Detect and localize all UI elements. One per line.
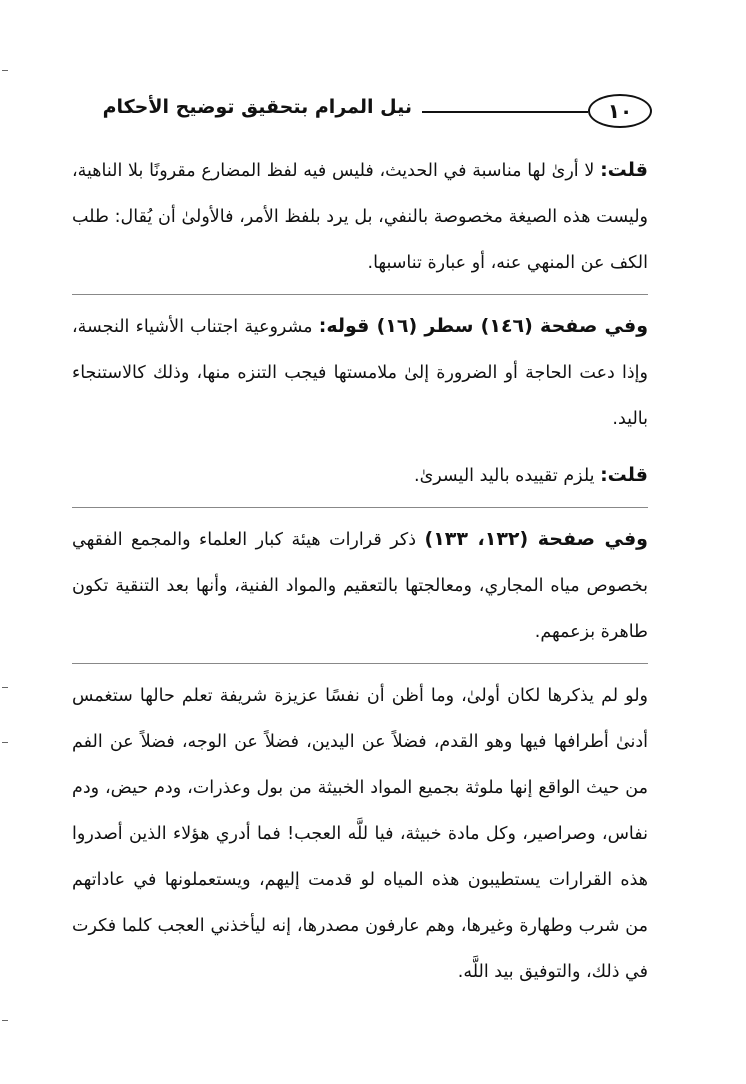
page-number-badge: [588, 94, 652, 128]
paragraph-lead: قلت:: [600, 464, 648, 486]
section-divider: [72, 507, 648, 508]
paragraph-5: [72, 672, 648, 995]
paragraph-1: [72, 147, 648, 286]
paragraph-lead: وفي صفحة (١٣٢، ١٣٣): [424, 528, 648, 550]
scan-mark: [2, 70, 8, 71]
paragraph-text: لا أرىٰ لها مناسبة في الحديث، فليس فيه لفظ المضارع مقرونًا بلا الناهية، وليست هذه الصيغة مخصوصة بالنفي، بل يرد بلفظ الأمر، فالأولىٰ أن يُقال: طلب الكف عن المنهي عنه، أو عبارة تناسبها.: [72, 161, 648, 273]
paragraph-2: [72, 303, 648, 442]
paragraph-3: [72, 452, 648, 499]
section-divider: [72, 294, 648, 295]
header-rule: [422, 111, 588, 113]
section-divider: [72, 663, 648, 664]
scan-mark: [2, 687, 8, 688]
paragraph-lead: وفي صفحة (١٤٦) سطر (١٦) قوله:: [318, 315, 649, 337]
page-number: ١٠: [607, 99, 633, 123]
paragraph-text: مشروعية اجتناب الأشياء النجسة، وإذا دعت الحاجة أو الضرورة إلىٰ ملامستها فيجب التنزه منها، وذلك كالاستنجاء باليد.: [72, 317, 648, 429]
running-title: نيل المرام بتحقيق توضيح الأحكام: [102, 96, 412, 118]
body-text: [72, 147, 648, 995]
page-header: [72, 92, 652, 132]
paragraph-lead: قلت:: [600, 159, 648, 181]
paragraph-text: يلزم تقييده باليد اليسرىٰ.: [414, 466, 601, 486]
paragraph-text: ذكر قرارات هيئة كبار العلماء والمجمع الفقهي بخصوص مياه المجاري، ومعالجتها بالتعقيم والمواد الفنية، وأنها بعد التنقية تكون طاهرة بزعمهم.: [72, 530, 648, 642]
paragraph-text: ولو لم يذكرها لكان أولىٰ، وما أظن أن نفسًا عزيزة شريفة تعلم حالها ستغمس أدنىٰ أطرافها فيها وهو القدم، فضلاً عن اليدين، فضلاً عن الوجه، فضلاً عن الفم من حيث الواقع إنها ملوثة بجميع المواد الخبيثة من بول وعذرات، ودم حيض، ودم نفاس، وصراصير، وكل مادة خبيثة، فيا للَّه العجب! فما أدري هؤلاء الذين أصدروا هذه القرارات يستطيبون هذه المياه لو قدمت إليهم، ويستعملونها في عاداتهم من شرب وطهارة وغيرها، وهم عارفون مصدرها، إنه ليأخذني العجب كلما فكرت في ذلك، والتوفيق بيد اللَّه.: [72, 686, 648, 982]
scan-mark: [2, 742, 8, 743]
scan-mark: [2, 1020, 8, 1021]
paragraph-4: [72, 516, 648, 655]
